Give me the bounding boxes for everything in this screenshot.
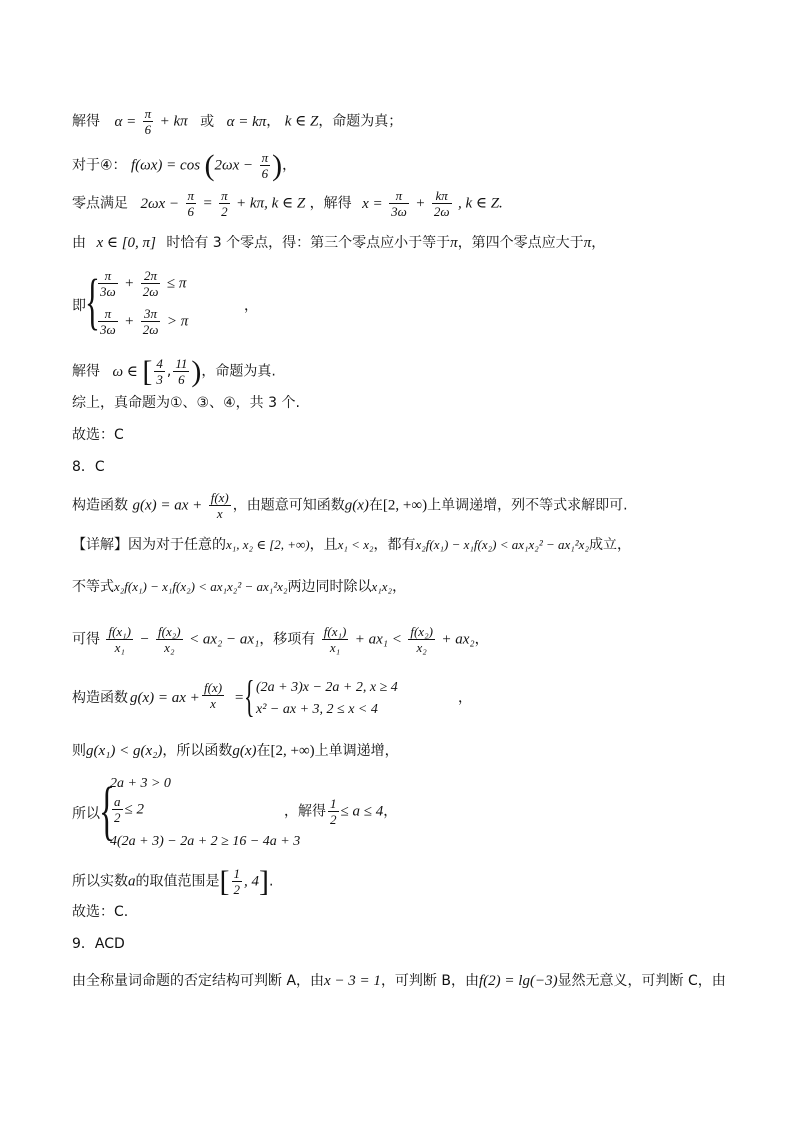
num: 11 — [175, 356, 188, 371]
num: 4 — [156, 356, 163, 371]
den: 3ω — [391, 204, 407, 219]
text: 两边同时除以 — [287, 579, 372, 595]
line-14 — [72, 672, 472, 721]
math: ≤ π — [166, 275, 187, 292]
den: x₁ — [329, 640, 341, 655]
math: f(2) = lg(−3) — [479, 973, 558, 989]
math: g(x₁) < g(x₂) — [86, 743, 163, 759]
den: 3ω — [100, 322, 116, 337]
math: a — [128, 873, 136, 890]
math: + kπ — [159, 113, 188, 130]
math: + ax₂ — [441, 631, 475, 648]
math: x₂f(x₁) − x₁f(x₂) < ax₁x₂² − ax₁²x₂ — [415, 537, 589, 552]
math: , 4 — [244, 873, 259, 890]
math: [2, +∞) — [270, 743, 315, 759]
den: x₂ — [164, 640, 175, 655]
text: ， — [458, 690, 472, 706]
num: 1 — [233, 866, 240, 881]
num: π — [98, 268, 118, 284]
case-1: (2a + 3)x − 2a + 2, x ≥ 4 — [256, 680, 398, 695]
fraction — [112, 794, 123, 825]
text: 构造函数 — [72, 497, 128, 514]
den: 6 — [178, 372, 185, 387]
fraction — [202, 680, 224, 711]
text: 成立， — [588, 537, 631, 553]
math: g(x) = ax + — [132, 497, 203, 514]
text: ，移项有 — [259, 631, 316, 648]
num: f(x₂) — [410, 624, 433, 639]
math: , k ∈ Z. — [457, 195, 503, 212]
fraction — [173, 356, 189, 387]
fraction — [186, 188, 197, 219]
num: π — [389, 188, 409, 204]
text: 在 — [256, 743, 271, 759]
solution — [284, 796, 397, 827]
den: 3ω — [100, 284, 116, 299]
fraction — [432, 188, 452, 219]
den: x — [210, 696, 216, 711]
math: 2ωx − — [214, 157, 254, 174]
math: α = kπ — [226, 113, 267, 130]
den: 2 — [114, 810, 121, 825]
text: 所以实数 — [72, 873, 128, 890]
den: x₁ — [114, 640, 125, 655]
math: − — [139, 631, 150, 648]
math: x₁, x₂ ∈ [2, +∞) — [226, 537, 310, 552]
num: π — [261, 150, 269, 165]
line-8: 故选：C — [72, 427, 124, 443]
fraction — [106, 624, 133, 655]
math: x ∈ [0, π] — [96, 235, 156, 251]
math: + ax₁ < — [354, 631, 402, 648]
text: ，可判断 B，由 — [380, 973, 479, 989]
math: f(ωx) = cos — [131, 157, 201, 174]
math: < ax₂ − ax₁ — [189, 631, 260, 648]
num: π — [187, 188, 195, 203]
num: 2π — [141, 268, 161, 284]
math: x₁ < x₂ — [337, 537, 374, 552]
text: 所以 — [72, 806, 100, 822]
math: 2ωx − — [140, 195, 180, 212]
num: π — [144, 106, 152, 121]
line-3 — [72, 188, 503, 219]
fraction — [408, 624, 435, 655]
num: 1 — [330, 796, 337, 811]
math: [2, +∞) — [382, 497, 428, 514]
text: ， — [392, 579, 407, 595]
text: ， — [591, 235, 606, 251]
math: = — [234, 690, 245, 706]
text: 对于④： — [72, 157, 127, 174]
paren: ) — [272, 148, 283, 182]
text: 显然无意义，可判断 C，由 — [557, 973, 726, 989]
den: 6 — [261, 166, 269, 181]
num: π — [98, 306, 118, 322]
line-15 — [72, 741, 399, 761]
text: 即 — [72, 298, 86, 314]
text: 解得 — [72, 363, 100, 380]
den: 2 — [233, 882, 240, 897]
den: 6 — [187, 204, 195, 219]
den: 2 — [330, 812, 337, 827]
system-row-1 — [96, 268, 186, 299]
text: 的取值范围是 — [135, 873, 220, 890]
fraction — [141, 268, 161, 299]
num: f(x) — [204, 680, 223, 695]
fraction — [141, 306, 161, 337]
brace: { — [244, 672, 255, 721]
fraction — [143, 106, 154, 137]
line-13 — [72, 624, 489, 655]
num: f(x₁) — [108, 624, 132, 639]
text: ， — [244, 298, 258, 314]
fraction — [328, 796, 339, 827]
math: x = — [362, 195, 383, 212]
math: g(x) — [344, 497, 369, 514]
math: + — [124, 313, 135, 330]
math: π — [583, 235, 592, 251]
line-10 — [72, 490, 628, 521]
text: ， — [383, 803, 398, 820]
den: x₂ — [416, 640, 427, 655]
text: ，所以函数 — [162, 743, 233, 759]
line-5-system — [72, 266, 372, 346]
line-2: 对于④： f(ωx) = cos (2ωx − $\frac{\pi}{6}$ )， — [72, 148, 297, 182]
line-1: 解得 α = $\frac{\pi}{6}$ + kπ 或 α = kπ， k ∈ Z，命题为真； — [72, 106, 403, 137]
line-20 — [72, 971, 726, 991]
math: + — [415, 195, 426, 212]
case-2: x² − ax + 3, 2 ≤ x < 4 — [256, 702, 378, 717]
text: 上单调递增，列不等式求解即可. — [427, 497, 628, 514]
text: 不等式 — [72, 579, 114, 595]
math: ≤ a ≤ 4 — [340, 803, 384, 820]
bracket: [ — [219, 864, 230, 898]
line-11 — [72, 535, 631, 555]
den: 2ω — [142, 284, 159, 299]
math: g(x) = ax + — [130, 690, 200, 706]
fraction — [219, 188, 230, 219]
fraction — [389, 188, 409, 219]
system-row-1: 2a + 3 > 0 — [110, 776, 171, 791]
fraction — [232, 866, 243, 897]
text: ，解得 — [309, 195, 352, 212]
text: 可得 — [72, 631, 100, 648]
fraction — [209, 490, 231, 521]
num: f(x) — [210, 490, 229, 505]
math: x − 3 = 1 — [324, 973, 381, 989]
den: 2 — [221, 204, 228, 219]
bracket: [ — [142, 354, 153, 388]
text: ，且 — [309, 537, 338, 553]
line-9: 8．C — [72, 459, 105, 475]
math: + kπ, k ∈ Z — [236, 195, 306, 212]
fraction — [98, 268, 118, 299]
text: 零点满足 — [72, 195, 128, 212]
den: 2ω — [142, 322, 159, 337]
fraction — [98, 306, 118, 337]
math: π — [450, 235, 458, 251]
math: g(x) — [232, 743, 257, 759]
line-12 — [72, 577, 406, 597]
den: 2ω — [433, 204, 450, 219]
math: α = — [114, 113, 137, 130]
bracket: ) — [191, 354, 202, 388]
text: ， — [474, 631, 489, 648]
text: 由全称量词命题的否定结构可判断 A，由 — [72, 973, 325, 989]
num: f(x₁) — [323, 624, 347, 639]
text: 则 — [72, 743, 86, 759]
num: 3π — [141, 306, 161, 322]
system-row-2 — [110, 794, 144, 825]
line-16-system — [72, 772, 472, 856]
bracket: ] — [259, 864, 269, 898]
math: ω ∈ — [112, 363, 138, 380]
text: 在 — [368, 497, 383, 514]
text: 上单调递增， — [314, 743, 399, 759]
text: ，命题为真； — [318, 113, 403, 130]
brace: { — [99, 774, 115, 847]
text: 【详解】因为对于任意的 — [72, 537, 226, 553]
math: > π — [166, 313, 189, 330]
math: ≤ 2 — [124, 801, 144, 818]
fraction — [322, 624, 349, 655]
num: f(x₂) — [158, 624, 181, 639]
text: ，都有 — [373, 537, 416, 553]
text: 构造函数 — [72, 690, 128, 706]
text: 或 — [200, 113, 215, 130]
text: ，命题为真. — [201, 363, 276, 380]
line-18: 故选：C. — [72, 904, 129, 920]
den: 3 — [156, 372, 163, 387]
math: + — [124, 275, 135, 292]
math: x₁x₂ — [371, 579, 393, 594]
system-row-2 — [96, 306, 188, 337]
fraction — [156, 624, 183, 655]
text: 解得 — [72, 113, 100, 130]
fraction — [154, 356, 165, 387]
text: . — [269, 873, 274, 890]
text: 时恰有 3 个零点，得：第三个零点应小于等于 — [166, 235, 451, 251]
line-6: 解得 ω ∈ [ $\frac{4}{3}$ , $\frac{11}{6}$ )，命题为真. — [72, 354, 276, 388]
line-19: 9．ACD — [72, 936, 125, 952]
num: a — [114, 794, 121, 809]
num: π — [221, 188, 228, 203]
line-4 — [72, 233, 605, 253]
fraction — [260, 150, 271, 181]
math: = — [202, 195, 213, 212]
text: ，解得 — [284, 803, 326, 820]
text: ，第四个零点应大于 — [457, 235, 584, 251]
line-17 — [72, 866, 273, 897]
math: x₂f(x₁) − x₁f(x₂) < ax₁x₂² − ax₁²x₂ — [114, 579, 288, 594]
text: 由 — [72, 235, 86, 251]
den: x — [216, 506, 223, 521]
brace: { — [85, 268, 100, 336]
paren: ( — [204, 148, 215, 182]
system-row-3: 4(2a + 3) − 2a + 2 ≥ 16 − 4a + 3 — [110, 834, 301, 849]
line-7: 综上，真命题为①、③、④，共 3 个. — [72, 395, 300, 411]
math: k ∈ Z — [284, 113, 319, 130]
num: kπ — [432, 188, 452, 204]
text: ，由题意可知函数 — [232, 497, 345, 514]
den: 6 — [144, 122, 152, 137]
